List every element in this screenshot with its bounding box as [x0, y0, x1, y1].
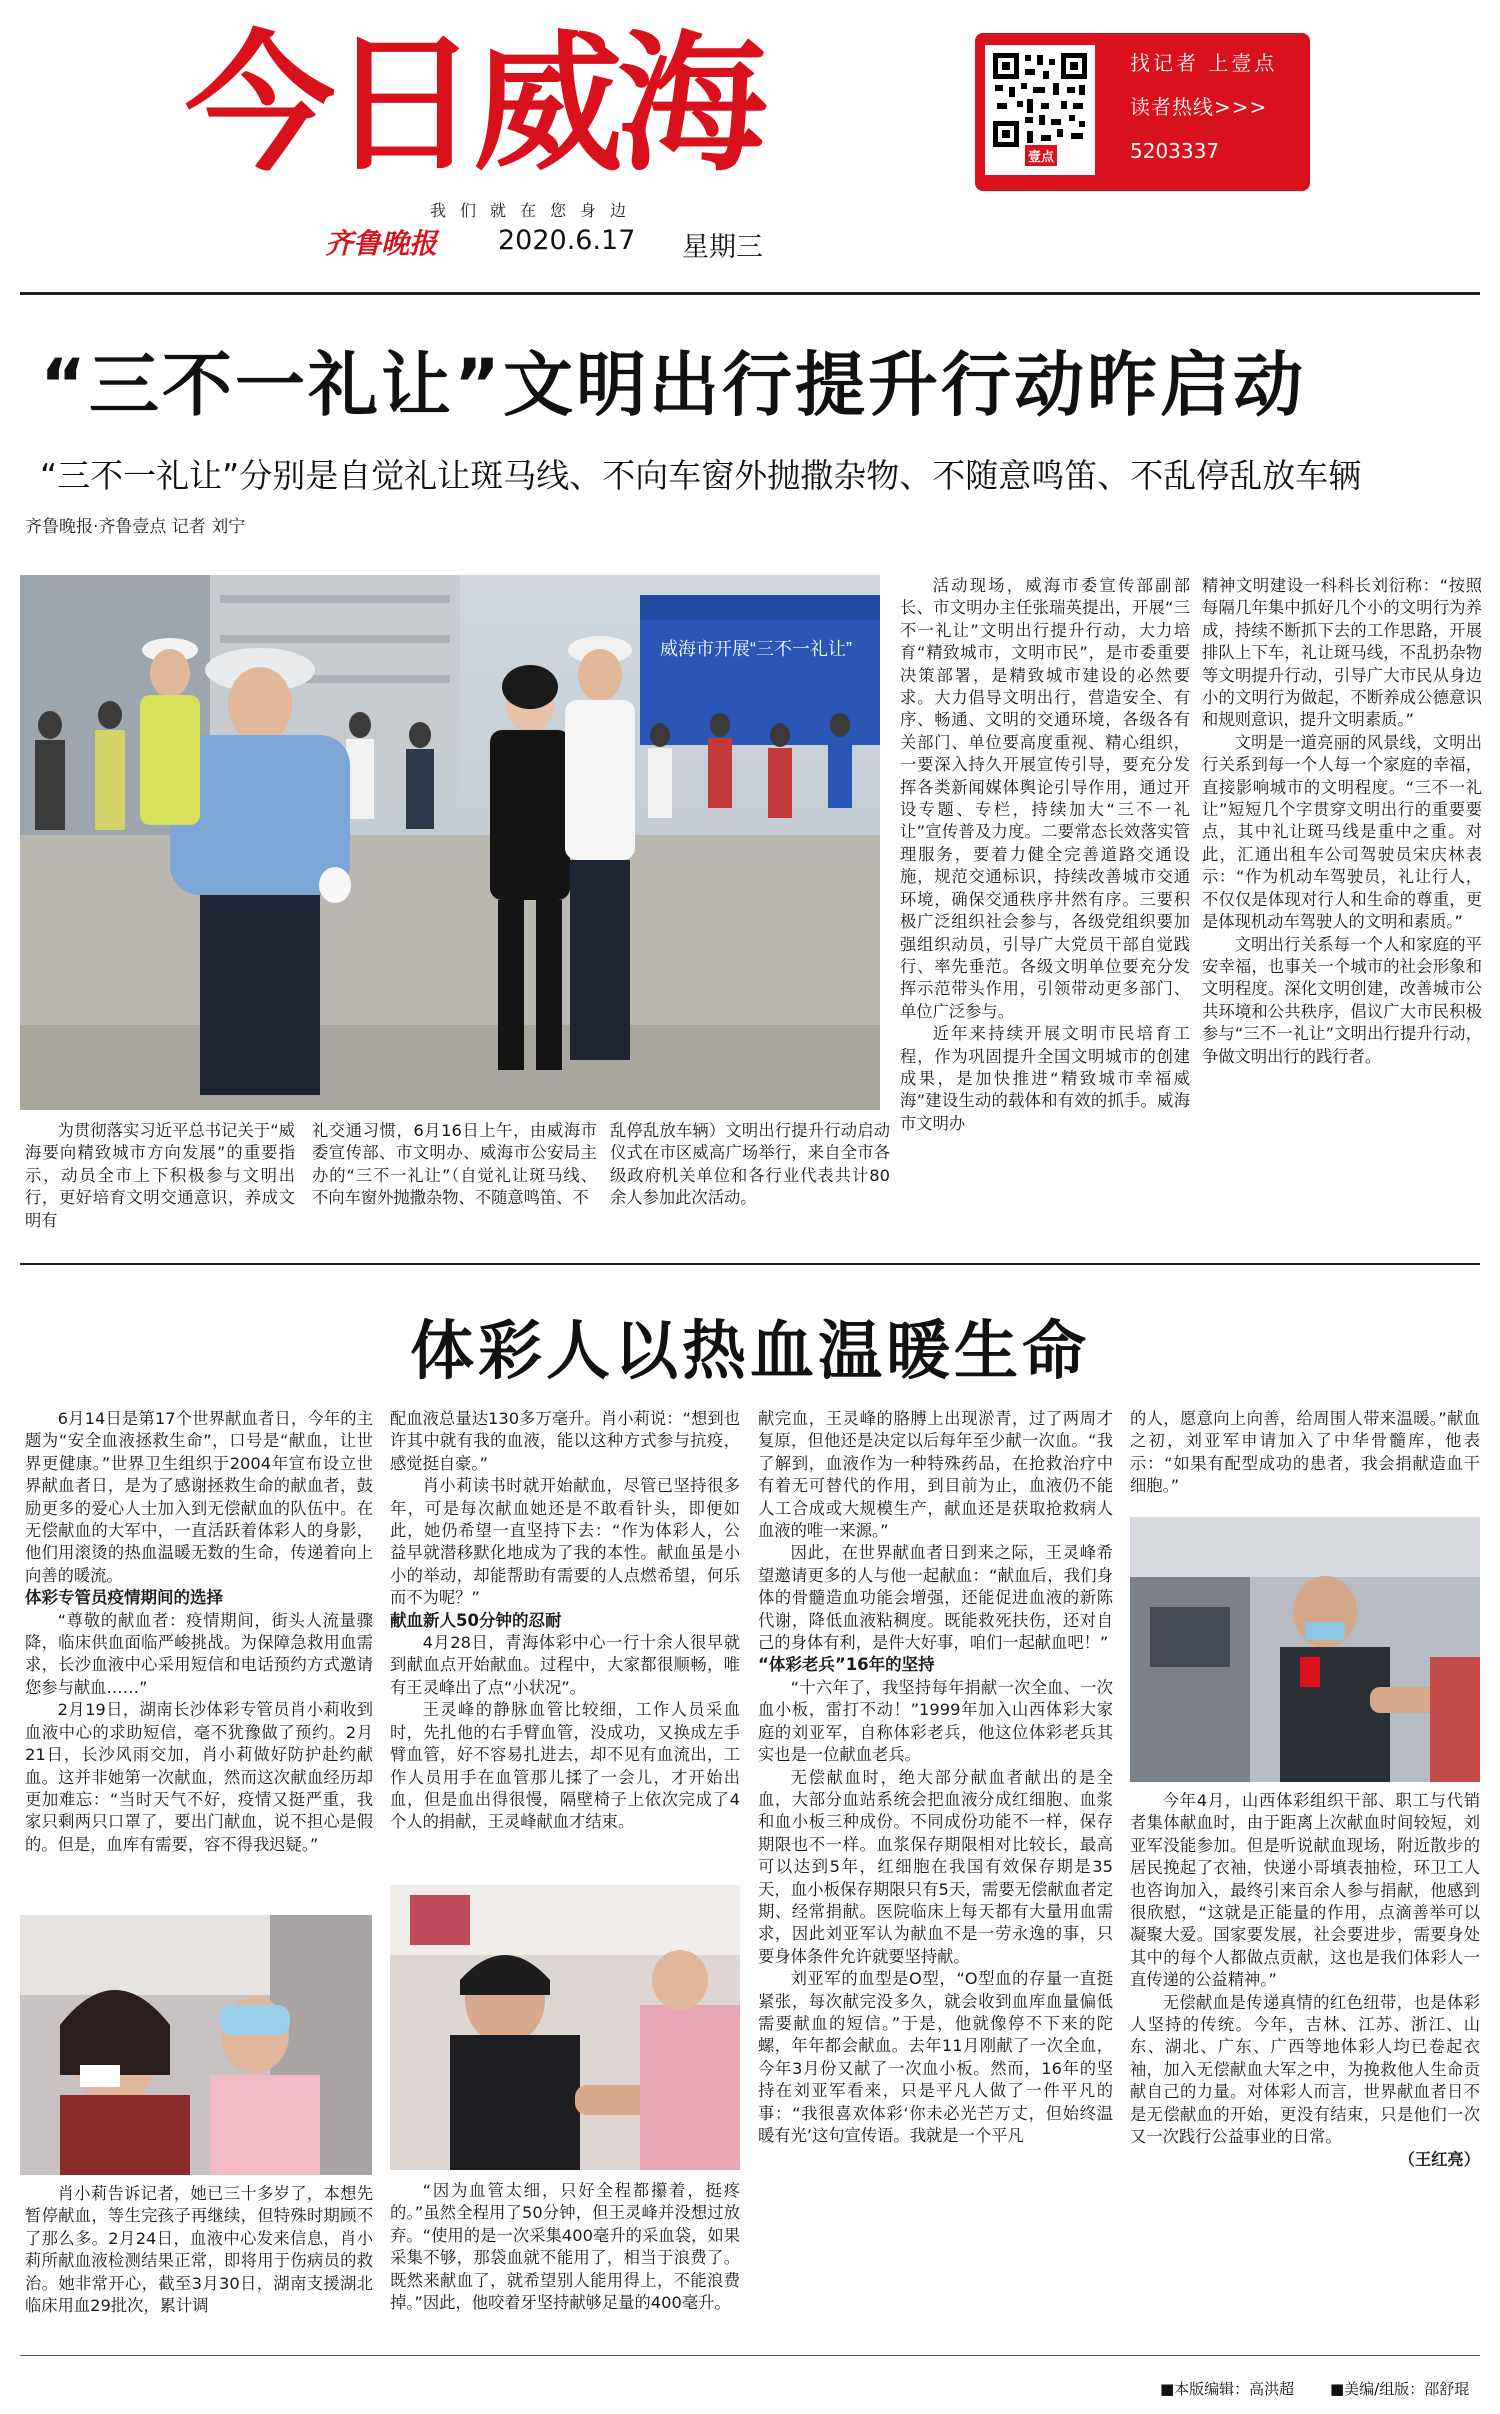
article2-column-1-lower	[25, 2183, 373, 2317]
article2-photo-blood-donor-woman	[20, 1915, 372, 2175]
masthead-logo: 今日威海	[185, 18, 762, 192]
article2-paragraph: 4月28日，青海体彩中心一行十余人很早就到献血点开始献血。过程中，大家都很顺畅，唯有王灵峰出了点“小状况”。	[390, 1633, 740, 1697]
article2-paragraph: 刘亚军的血型是O型，“O型血的存量一直挺紧张，每次献完没多久，就会收到血库血量偏低需要献血的短信。”于是，他就像停不下来的陀螺，年年都会献血。去年11月刚献了一次全血，今年3月份又献了一次血小板。然而，16年的坚持在刘亚军看来，只是平凡人做了一件平凡的事：“我很喜欢体彩‘你未必光芒万丈，但始终温暖有光’这句宣传语。我就是一个平凡	[758, 1969, 1113, 2145]
article1-paragraph: 文明是一道亮丽的风景线，文明出行关系到每一个人每一个家庭的幸福，直接影响城市的文明程度。“三不一礼让”短短几个字贯穿文明出行的重要要点，其中礼让斑马线是重中之重。对此，汇通出租车公司驾驶员宋庆林表示：“作为机动车驾驶员，礼让行人，不仅仅是体现对行人和生命的尊重，更是体现机动车驾驶人的文明和素质。”	[1202, 732, 1482, 932]
article1-paragraph: 为贯彻落实习近平总书记关于“威海要向精致城市方向发展”的重要指示，动员全市上下积极参与文明出行，更好培育文明交通意识，养成文明有	[25, 1121, 295, 1230]
article2-paragraph: 肖小莉读书时就开始献血，尽管已坚持很多年，可是每次献血她还是不敢看针头，即便如此，她仍希望一直坚持下去：“作为体彩人，公益早就潜移默化地成为了我的本性。献血虽是小小的举动，却能帮助有需要的人点燃希望，何乐而不为呢？”	[390, 1476, 740, 1608]
article1-photo-illustration	[20, 575, 880, 1110]
masthead	[0, 0, 1500, 300]
photo-donor-man-illustration	[390, 1885, 740, 2170]
contact-hotline-number: 5203337	[1130, 139, 1220, 163]
masthead-divider	[20, 292, 1480, 295]
article2-headline: 体彩人以热血温暖生命	[410, 1315, 1090, 1389]
article2-paragraph: 王灵峰的静脉血管比较细，工作人员采血时，先扎他的右手臂血管，没成功，又换成左手臂血管，好不容易扎进去，却不见有血流出，工作人员用手在血管那儿揉了一会儿，才开始出血，但是血出得很慢，隔壁椅子上依次完成了4个人的捐献，王灵峰献血才结束。	[390, 1700, 740, 1832]
article2-column-3	[758, 1408, 1113, 2147]
article2-paragraph: 肖小莉告诉记者，她已三十多岁了，本想先暂停献血，等生完孩子再继续，但特殊时期顾不了那么多。2月24日，血液中心发来信息，肖小莉所献血液检测结果正常，即将用于伤病员的救治。她非常开心，截至3月30日，湖南支援湖北临床用血29批次，累计调	[25, 2184, 373, 2316]
issue-date: 2020.6.17	[498, 225, 636, 256]
article1-column-d	[900, 575, 1190, 1135]
article1-paragraph: 文明出行关系每一个人和家庭的平安幸福，也事关一个城市的社会形象和文明程度。深化文明创建，改善城市公共环境和公共秩序，倡议广大市民积极参与“三不一礼让”文明出行提升行动，争做文明出行的践行者。	[1202, 934, 1482, 1066]
footer-divider	[20, 2355, 1480, 2356]
article2-subheading: “体彩老兵”16年的坚持	[758, 1655, 935, 1675]
article2-column-1	[25, 1408, 373, 1856]
qr-code-graphic	[991, 51, 1089, 149]
article2-photo-blood-donor-man	[390, 1885, 740, 2170]
footer-designer: ■美编/组版：邵舒琨	[1330, 2380, 1470, 2398]
article1-paragraph: 乱停乱放车辆）文明出行提升行动启动仪式在市区威高广场举行，来自全市各级政府机关单位和各行业代表共计80余人参加此次活动。	[610, 1121, 890, 1208]
article2-paragraph: “尊敬的献血者：疫情期间，街头人流量骤降，临床供血面临严峻挑战。为保障急救用血需求，长沙血液中心采用短信和电话预约方式邀请您参与献血……”	[25, 1610, 373, 1697]
article1-column-b	[312, 1120, 597, 1210]
qr-code-icon	[985, 45, 1095, 175]
article2-paragraph: 因此，在世界献血者日到来之际，王灵峰希望邀请更多的人与他一起献血：“献血后，我们身体的骨髓造血功能会增强，还能促进血液的新陈代谢，降低血液粘稠度。既能救死扶伤，还对自己的身体有利，是件大好事，咱们一起献血吧！”	[758, 1543, 1113, 1653]
article1-paragraph: 近年来持续开展文明市民培育工程，作为巩固提升全国文明城市的创建成果，是加快推进“精致城市幸福威海”建设生动的载体和有效的抓手。威海市文明办	[900, 1024, 1190, 1133]
article2-paragraph: 6月14日是第17个世界献血者日，今年的主题为“安全血液拯救生命”，口号是“献血，让世界更健康。”世界卫生组织于2004年宣布设立世界献血者日，是为了感谢拯救生命的献血者，鼓励更多的爱心人士加入到无偿献血的队伍中。在无偿献血的大军中，一直活跃着体彩人的身影，他们用滚烫的热血温暖无数的生命，传递着向上向善的暖流。	[25, 1409, 373, 1585]
article2-paragraph: 今年4月，山西体彩组织干部、职工与代销者集体献血时，由于距离上次献血时间较短，刘亚军没能参加。但是听说献血现场，附近散步的居民挽起了衣袖，快递小哥填表抽检，环卫工人也咨询加入，最终引来百余人参与捐献，他感到很欣慰，“这就是正能量的作用，点滴善举可以凝聚大爱。国家要发展，社会要进步，需要身处其中的每个人都做点贡献，这也是我们体彩人一直传递的公益精神。”	[1130, 1791, 1480, 1990]
paper-name-logo: 齐鲁晚报	[325, 227, 438, 260]
article2-column-2	[390, 1408, 740, 1834]
article2-paragraph: 的人，愿意向上向善，给周围人带来温暖。”献血之初，刘亚军申请加入了中华骨髓库，他表示：“如果有配型成功的患者，我会捐献造血干细胞。”	[1130, 1409, 1480, 1496]
reader-contact-box	[975, 33, 1310, 191]
article1-byline: 齐鲁晚报·齐鲁壹点 记者 刘宁	[25, 517, 246, 537]
article2-paragraph: 献完血，王灵峰的胳膊上出现淤青，过了两周才复原，但他还是决定以后每年至少献一次血。“我了解到，血液作为一种特殊药品，在抢救治疗中有着无可替代的作用，到目前为止，血液仍不能人工合成或大规模生产，献血还是获取抢救病人血液的唯一来源。”	[758, 1409, 1113, 1541]
article1-photo-police-officials	[20, 575, 880, 1110]
article2-paragraph: “因为血管太细，只好全程都攥着，挺疼的。”虽然全程用了50分钟，但王灵峰并没想过放弃。“使用的是一次采集400毫升的采血袋，如果采集不够，那袋血就不能用了，相当于浪费了。既然来献血了，就希望别人能用得上，不能浪费掉。”因此，他咬着牙坚持献够足量的400毫升。	[390, 2181, 740, 2313]
article2-paragraph: “十六年了，我坚持每年捐献一次全血、一次血小板，雷打不动！”1999年加入山西体彩大家庭的刘亚军，自称体彩老兵，他这位体彩老兵其实也是一位献血老兵。	[758, 1677, 1113, 1765]
article1-paragraph: 精神文明建设一科科长刘衍称：“按照每隔几年集中抓好几个小的文明行为养成，持续不断抓下去的工作思路，开展排队上下车，礼让斑马线，不乱扔杂物等文明提升行动，引导广大市民从身边小的文明行为做起，不断养成公德意识和规则意识，提升文明素质。”	[1202, 576, 1482, 730]
article1-column-a	[25, 1120, 295, 1232]
article2-paragraph: 无偿献血时，绝大部分献血者献出的是全血，大部分血站系统会把血液分成红细胞、血浆和血小板三种成份。不同成份功能不一样，保存期限也不一样。血浆保存期限相对比较长，最高可以达到5年，红细胞在我国有效保存期是35天，血小板保存期限只有5天，需要无偿献血者定期、经常捐献。医院临床上每天都有大量用血需求，因此刘亚军认为献血不是一劳永逸的事，只要身体条件允许就要坚持献。	[758, 1767, 1113, 1966]
article1-column-c	[610, 1120, 890, 1210]
photo-banner-text: 威海市开展“三不一礼让”	[660, 639, 852, 659]
article1-subheadline: “三不一礼让”分别是自觉礼让斑马线、不向车窗外抛撒杂物、不随意鸣笛、不乱停乱放车辆	[40, 456, 1362, 495]
photo-donor-illustration	[20, 1915, 372, 2175]
article2-column-4	[1130, 1408, 1480, 1498]
contact-find-reporter: 找记者 上壹点	[1130, 51, 1278, 75]
section-divider	[20, 1263, 1480, 1265]
article2-subheading: 体彩专管员疫情期间的选择	[25, 1588, 223, 1608]
article2-paragraph: 2月19日，湖南长沙体彩专管员肖小莉收到血液中心的求助短信，毫不犹豫做了预约。2月21日，长沙风雨交加，肖小莉做好防护赴约献血。这并非她第一次献血，然而这次献血经历却更加难忘：“当时天气不好，疫情又挺严重，我家只剩两只口罩了，要出门献血，说不担心是假的。但是，血库有需要，容不得我迟疑。”	[25, 1700, 373, 1854]
article2-photo-donor-liu-yajun	[1130, 1517, 1480, 1782]
article2-signature: （王红亮）	[1398, 2149, 1480, 2169]
article1-column-e	[1202, 575, 1482, 1068]
article1-headline: “三不一礼让”文明出行提升行动昨启动	[40, 344, 1307, 426]
article2-subheading: 献血新人50分钟的忍耐	[390, 1610, 562, 1630]
article2-paragraph: 配血液总量达130多万毫升。肖小莉说：“想到也许其中就有我的血液，能以这种方式参与抗疫，感觉挺自豪。”	[390, 1409, 740, 1473]
contact-hotline-label: 读者热线>>>	[1130, 95, 1268, 119]
masthead-slogan: 我们就在您身边	[430, 201, 641, 220]
article1-paragraph: 礼交通习惯，6月16日上午，由威海市委宣传部、市文明办、威海市公安局主办的“三不一礼让”（自觉礼让斑马线、不向车窗外抛撒杂物、不随意鸣笛、不	[312, 1121, 597, 1208]
article1-paragraph: 活动现场，威海市委宣传部副部长、市文明办主任张瑞英提出，开展“三不一礼让”文明出行提升行动，大力培育“精致城市，文明市民”，是市委重要决策部署，是精致城市建设的必然要求。大力倡导文明出行，营造安全、有序、畅通、文明的交通环境，各级各有关部门、单位要高度重视、精心组织，一要深入持久开展宣传引导，要充分发挥各类新闻媒体舆论引导作用，通过开设专题、专栏，持续加大“三不一礼让”宣传普及力度。二要常态长效落实管理服务，要着力健全完善道路交通设施，规范交通标识，持续改善城市交通环境，确保交通秩序井然有序。三要积极广泛组织社会参与，各级党组织要加强组织动员，引导广大党员干部自觉践行、率先垂范。各级文明单位要充分发挥示范带头作用，引领带动更多部门、单位广泛参与。	[900, 576, 1190, 1021]
article2-column-4-lower	[1130, 1790, 1480, 2171]
qr-badge: 壹点	[1025, 145, 1057, 166]
issue-weekday: 星期三	[682, 232, 763, 263]
footer-editor: ■本版编辑：高洪超	[1160, 2380, 1295, 2398]
photo-donor-liu-illustration	[1130, 1517, 1480, 1782]
article2-paragraph: 无偿献血是传递真情的红色纽带，也是体彩人坚持的传统。今年，吉林、江苏、浙江、山东、湖北、广东、广西等地体彩人均已卷起衣袖，加入无偿献血大军之中，为挽救他人生命贡献自己的力量。对体彩人而言，世界献血者日不是无偿献血的开始，更没有结束，只是他们一次又一次践行公益事业的日常。	[1130, 1992, 1480, 2147]
article2-column-2-lower	[390, 2180, 740, 2314]
